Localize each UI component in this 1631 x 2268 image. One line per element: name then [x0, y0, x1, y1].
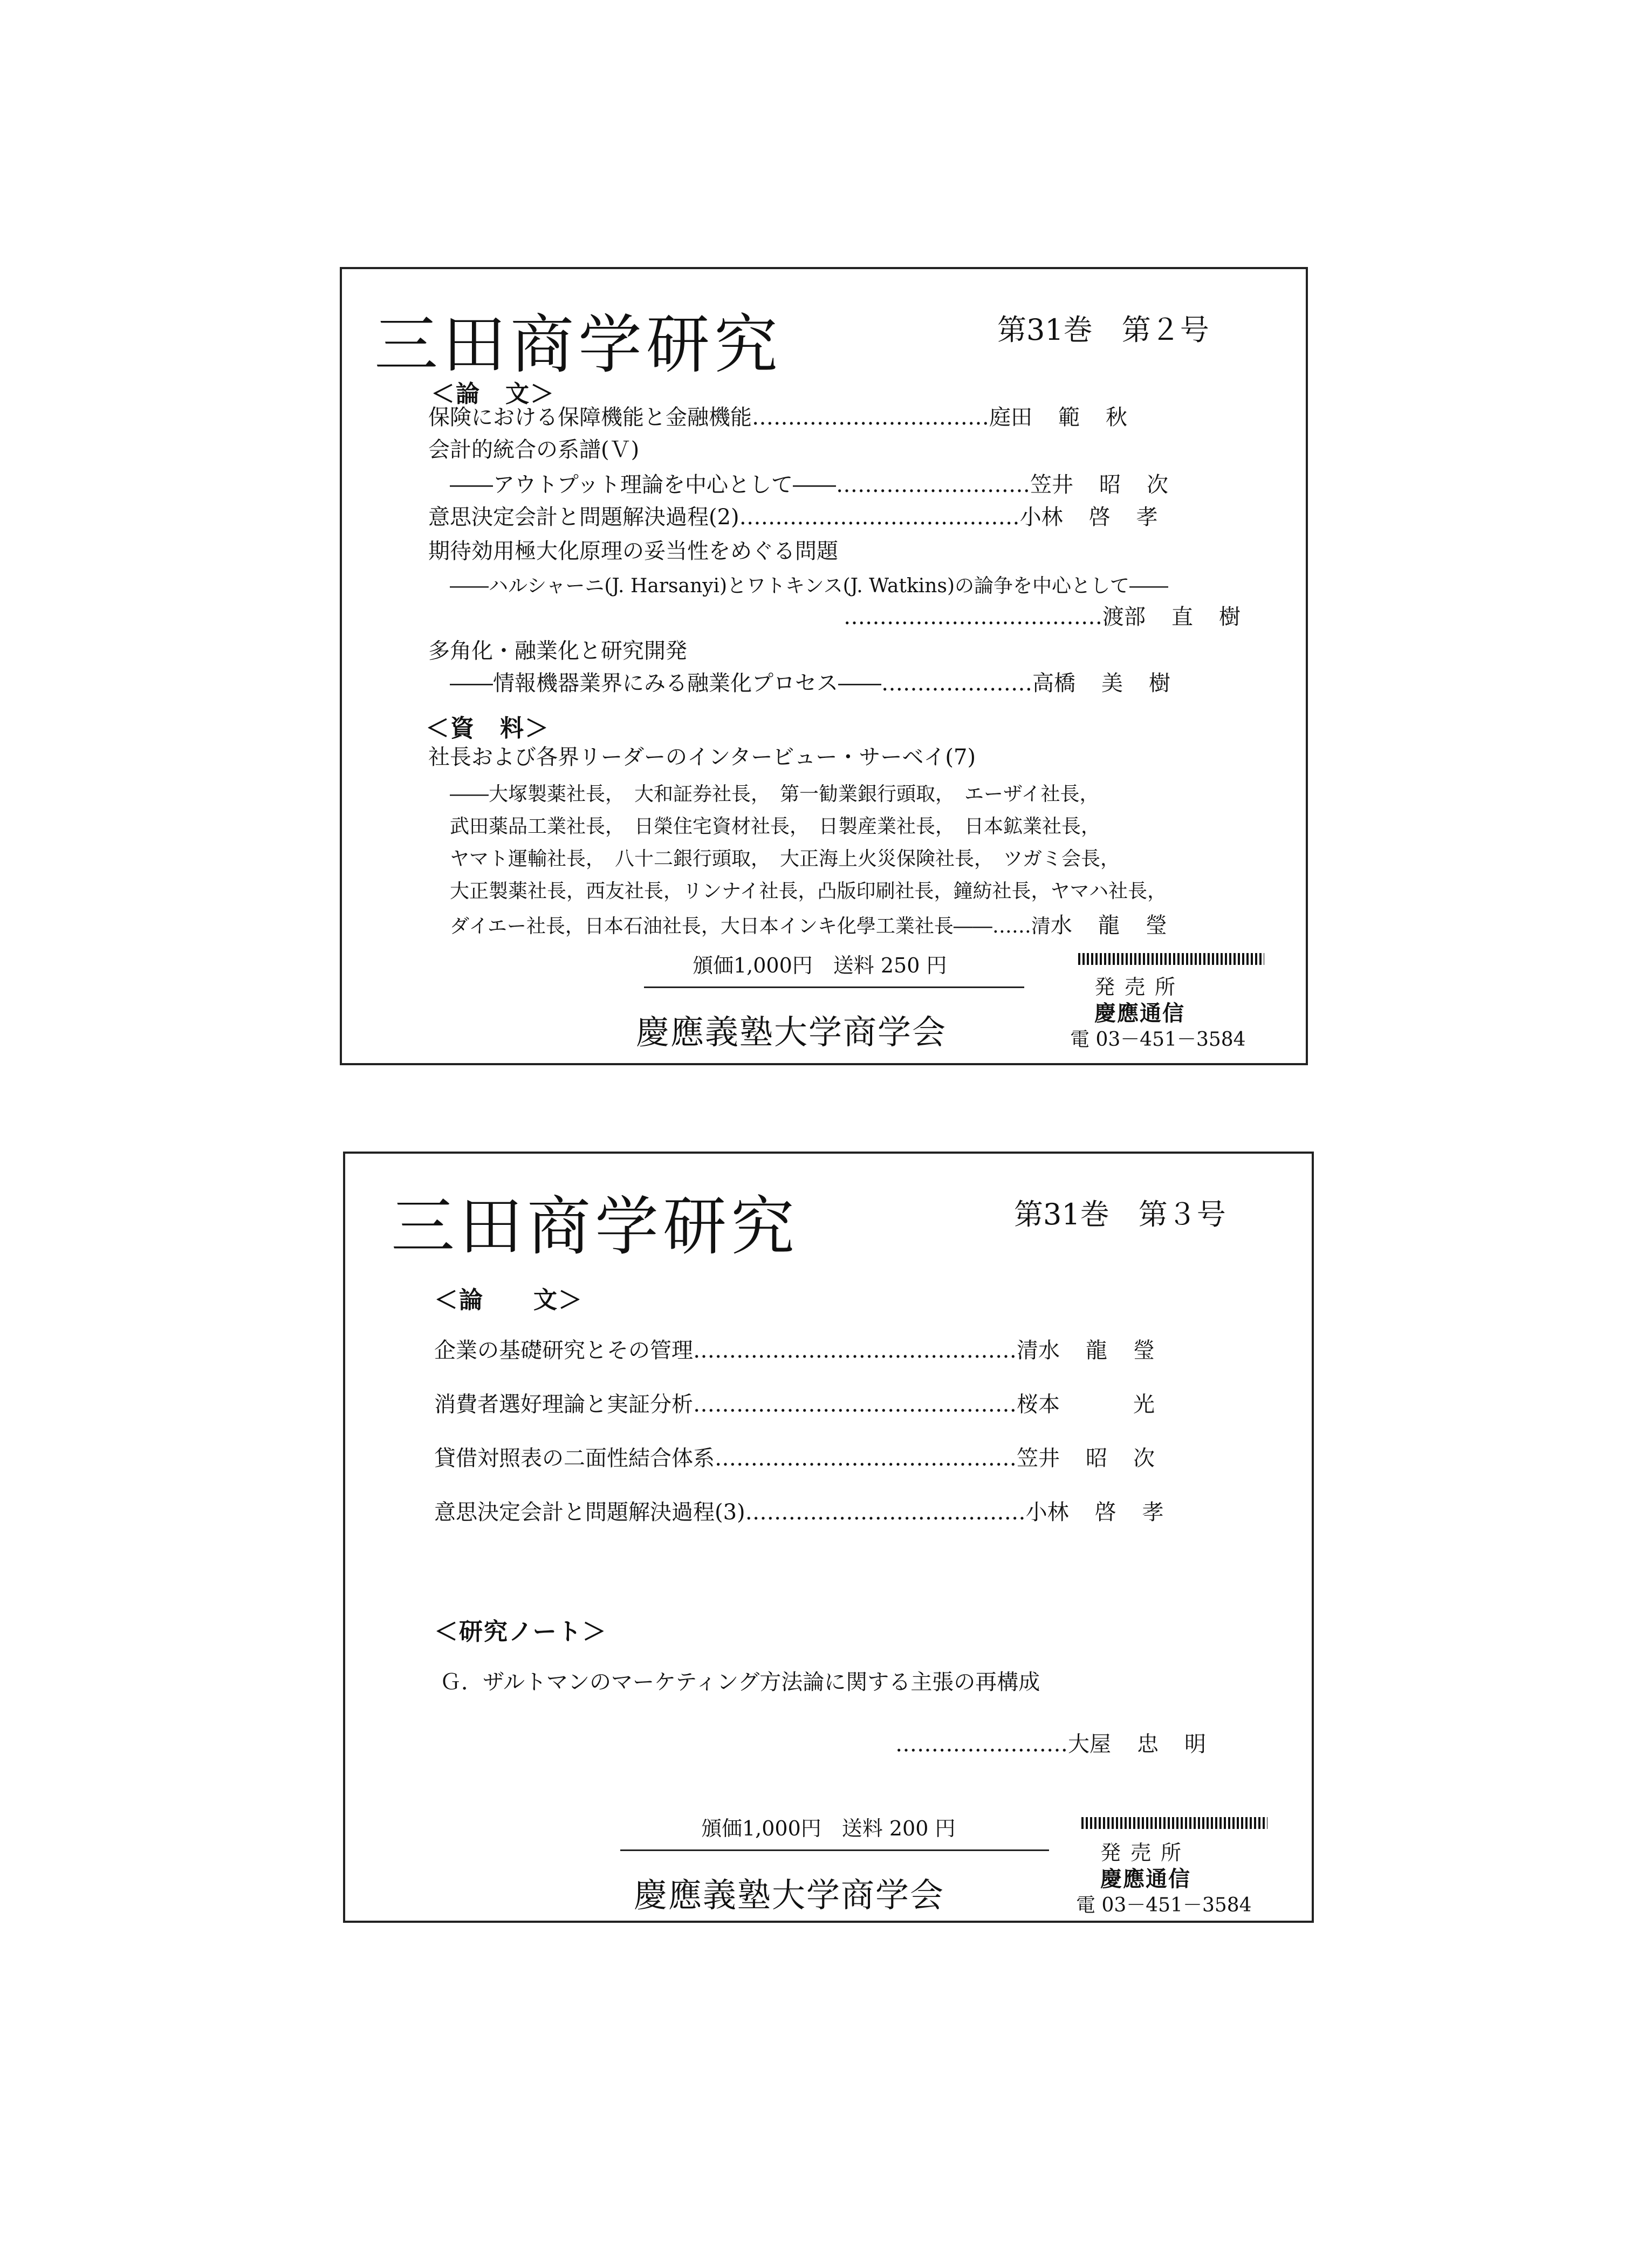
- note-dots: ……………………大: [895, 1732, 1089, 1757]
- toc-entry-title: 意思決定会計と問題解決過程(2)…………………………………小: [428, 505, 1041, 530]
- toc-entry-title: 消費者選好理論と実証分析………………………………………桜: [434, 1392, 1038, 1417]
- toc-entry: [450, 474, 1194, 496]
- toc-entry: [450, 673, 1196, 694]
- journal-ad-vol31-no2: [340, 267, 1308, 1065]
- toc-entry: [434, 1394, 1181, 1415]
- section-heading-papers: ＜論 文＞: [434, 1286, 583, 1314]
- toc-entry-author: 水龍瑩: [1038, 1338, 1181, 1363]
- toc-entry-title: 期待効用極大化原理の妥当性をめぐる問題: [428, 539, 838, 564]
- issue-number: 第31巻 第２号: [997, 313, 1209, 347]
- toc-entry-title: 意思決定会計と問題解決過程(3)…………………………………小: [434, 1500, 1047, 1525]
- toc-entry: [434, 1340, 1181, 1361]
- toc-entry-subtitle: ――ハルシャーニ(J. Harsanyi)とワトキンス(J. Watkins)の論争を中心として――: [450, 575, 1168, 597]
- toc-entry: [428, 640, 687, 662]
- barcode: [1078, 953, 1264, 965]
- section-heading-notes: ＜研究ノート＞: [434, 1618, 607, 1646]
- toc-entry-author: 井昭次: [1038, 1446, 1181, 1471]
- price: 頒価1,000円 送料 200 円: [701, 1817, 956, 1840]
- publisher-name: 慶應通信: [1100, 1867, 1191, 1892]
- society-name: 慶應義塾大学商学会: [636, 1012, 947, 1052]
- publisher-label: 発売所: [1094, 975, 1185, 999]
- toc-entry-title: 保険における保障機能と金融機能……………………………庭: [428, 405, 1011, 430]
- toc-entry-author: 井昭次: [1052, 472, 1194, 497]
- toc-entry: [428, 540, 838, 562]
- toc-entry-author: 橋美樹: [1054, 671, 1196, 696]
- journal-title: 三田商学研究: [374, 307, 783, 382]
- toc-entry-dots: ………………………………渡: [844, 605, 1124, 629]
- note-author-line: [895, 1733, 1232, 1755]
- note-title: Ｇ．ザルトマンのマーケティング方法論に関する主張の再構成: [440, 1670, 1040, 1695]
- toc-entry-subtitle: ――アウトプット理論を中心として――………………………笠: [450, 472, 1052, 497]
- toc-entry-title: 貸借対照表の二面性結合体系……………………………………笠: [434, 1446, 1038, 1471]
- toc-entry-author: 林啓孝: [1041, 505, 1184, 530]
- toc-entry-title: 会計的統合の系譜(Ｖ): [428, 437, 640, 462]
- toc-entry: [428, 439, 639, 461]
- publisher-name: 慶應通信: [1094, 1001, 1185, 1026]
- price: 頒価1,000円 送料 250 円: [693, 954, 947, 977]
- note-author: 屋忠明: [1089, 1732, 1232, 1757]
- toc-entry-author: 林啓孝: [1047, 1500, 1190, 1525]
- toc-entry-author: 本 光: [1038, 1392, 1181, 1417]
- divider: [644, 986, 1024, 988]
- toc-entry: [428, 407, 1153, 428]
- section-heading-materials: ＜資 料＞: [426, 715, 550, 742]
- toc-entry: [450, 575, 1168, 597]
- toc-entry: [844, 606, 1266, 628]
- toc-entry-author: 部直樹: [1124, 605, 1266, 629]
- journal-ad-vol31-no3: [343, 1152, 1314, 1923]
- survey-title: 社長および各界リーダーのインタービュー・サーベイ(7): [428, 745, 976, 770]
- toc-entry-title: 多角化・融業化と研究開発: [428, 639, 687, 663]
- survey-line: 武田薬品工業社長， 日榮住宅資材社長， 日製産業社長， 日本鉱業社長，: [450, 816, 1101, 838]
- toc-entry: [434, 1448, 1181, 1469]
- survey-line: ――大塚製薬社長， 大和証券社長， 第一勧業銀行頭取， エーザイ社長，: [450, 783, 1099, 805]
- toc-entry: [434, 1502, 1190, 1523]
- survey-line-text: ダイエー社長，日本石油社長，大日本インキ化學工業社長――……清: [450, 915, 1051, 937]
- issue-number: 第31巻 第３号: [1014, 1197, 1226, 1231]
- toc-entry-title: 企業の基礎研究とその管理………………………………………清: [434, 1338, 1038, 1363]
- barcode: [1081, 1817, 1267, 1829]
- toc-entry-subtitle: ――情報機器業界にみる融業化プロセス――…………………高: [450, 671, 1054, 696]
- toc-entry: [428, 506, 1184, 528]
- survey-line: 大正製薬社長，西友社長，リンナイ社長，凸版印刷社長，鐘紡社長，ヤマハ社長，: [450, 880, 1167, 902]
- divider: [620, 1849, 1049, 1851]
- society-name: 慶應義塾大学商学会: [634, 1875, 945, 1915]
- publisher-label: 発売所: [1100, 1841, 1191, 1865]
- toc-entry-author: 田範秋: [1011, 405, 1153, 430]
- survey-line: ヤマト運輸社長， 八十二銀行頭取， 大正海上火災保険社長， ツガミ会長，: [450, 848, 1120, 870]
- publisher-phone: 電 03－451－3584: [1070, 1029, 1246, 1051]
- survey-line: [450, 908, 1193, 939]
- section-heading-papers: ＜論 文＞: [431, 380, 555, 408]
- journal-title: 三田商学研究: [391, 1189, 799, 1264]
- survey-author: 水龍瑩: [1050, 913, 1193, 938]
- publisher-phone: 電 03－451－3584: [1076, 1894, 1252, 1916]
